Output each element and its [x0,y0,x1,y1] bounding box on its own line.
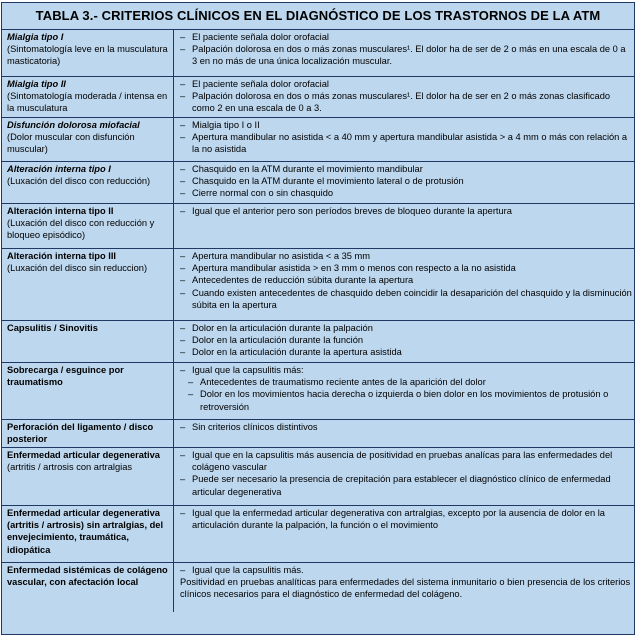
condition-cell [2,448,174,505]
condition-cell [2,563,174,612]
dash-bullet-icon: – [188,389,194,400]
criterion-item [180,250,632,262]
criterion-text: Igual que el anterior pero son períodos breves de bloqueo durante la apertura [192,206,512,216]
dash-bullet-icon: – [180,450,186,460]
criteria-cell [174,77,634,117]
table-row [2,420,634,448]
criterion-item [180,507,632,531]
condition-description: (Sintomatología leve en la musculatura masticatoria) [7,44,168,67]
criterion-text: Sin criterios clínicos distintivos [192,422,318,432]
dash-bullet-icon: – [188,377,194,388]
criterion-item [180,175,632,187]
condition-name: Enfermedad articular degenerativa (artritis / artrosis) sin artralgias, del envejecimiento, traumática, idiopática [7,508,164,555]
criterion-item [180,78,632,90]
condition-cell [2,506,174,562]
criterion-text: Dolor en la articulación durante la palpación [192,323,373,333]
criterion-item [180,119,632,131]
criterion-text: Dolor en la articulación durante la función [192,335,364,346]
criterion-text: Puede ser necesario la presencia de crepitación para establecer el diagnóstico clínico de enfermedad articular degenerativa [192,474,611,497]
dash-bullet-icon: – [180,508,186,518]
dash-bullet-icon: – [180,206,186,216]
dash-bullet-icon: – [180,91,186,102]
condition-name: Alteración interna tipo II [7,206,114,216]
criterion-text: Igual que en la capsulitis más ausencia de positividad en pruebas analícas para las enfermedades del colágeno vascular [192,450,613,473]
criterion-item [180,287,632,311]
condition-cell [2,420,174,447]
condition-name: Alteración interna tipo III [7,251,116,261]
dash-bullet-icon: – [180,32,186,42]
dash-bullet-icon: – [180,565,186,575]
criterion-item [180,31,632,43]
condition-description: (artritis / artrosis con artralgias [7,462,133,473]
dash-bullet-icon: – [180,164,186,174]
condition-cell [2,30,174,76]
criteria-cell [174,118,634,161]
dash-bullet-icon: – [180,251,186,261]
condition-description: (Luxación del disco con reducción y bloqueo episódico) [7,218,155,241]
condition-name: Disfunción dolorosa miofacial [7,120,140,130]
criterion-text: Chasquido en la ATM durante el movimiento lateral o de protusión [192,176,464,187]
criterion-item [180,163,632,175]
criteria-cell [174,420,634,447]
criterion-item [180,388,632,412]
dash-bullet-icon: – [180,188,186,199]
criterion-text: Igual que la enfermedad articular degenerativa con artralgias, excepto por la ausencia de dolor en la articulación durante la palpación, la función o el movimiento [192,508,605,531]
dash-bullet-icon: – [180,120,186,130]
criterion-item [180,449,632,473]
table-row [2,162,634,204]
table-row [2,249,634,321]
criterion-text: El paciente señala dolor orofacial [192,79,329,89]
dash-bullet-icon: – [180,347,186,358]
criterion-text: Antecedentes de traumatismo reciente antes de la aparición del dolor [200,377,486,388]
criterion-text: Cierre normal con o sin chasquido [192,188,334,199]
criteria-cell [174,30,634,76]
criterion-text: Chasquido en la ATM durante el movimiento mandibular [192,164,423,174]
condition-cell [2,162,174,203]
criterion-item [180,421,632,433]
condition-name: Enfermedad articular degenerativa [7,450,160,460]
condition-description: (Luxación del disco con reducción) [7,176,151,187]
dash-bullet-icon: – [180,176,186,187]
criteria-cell [174,162,634,203]
dash-bullet-icon: – [180,323,186,333]
criteria-cell [174,448,634,505]
table-row [2,563,634,612]
criteria-table [1,2,635,635]
table-row [2,118,634,162]
criterion-item [180,205,632,217]
criterion-item [180,564,632,576]
criterion-text: El paciente señala dolor orofacial [192,32,329,42]
table-row [2,506,634,563]
criteria-cell [174,363,634,419]
table-row [2,204,634,249]
dash-bullet-icon: – [180,474,186,485]
table-row [2,363,634,420]
criterion-text: Antecedentes de reducción súbita durante la apertura [192,275,414,286]
criterion-text: Apertura mandibular no asistida < a 40 mm y apertura mandibular asistida > a 4 mm o más con relación a la no asistida [192,132,628,155]
criterion-text: Igual que la capsulitis más: [192,365,304,375]
criterion-item [180,346,632,358]
criterion-item [180,334,632,346]
condition-name: Mialgia tipo I [7,32,64,42]
table-title: TABLA 3.- CRITERIOS CLÍNICOS EN EL DIAGNÓSTICO DE LOS TRASTORNOS DE LA ATM [2,3,634,30]
criterion-item [180,274,632,286]
table-row [2,321,634,363]
dash-bullet-icon: – [180,422,186,432]
table-row [2,448,634,506]
dash-bullet-icon: – [180,44,186,55]
condition-name: Enfermedad sistémicas de colágeno vascular, con afectación local [7,565,168,588]
condition-description: (Dolor muscular con disfunción muscular) [7,132,135,155]
criterion-item [180,322,632,334]
criterion-item [180,43,632,67]
criterion-text: Palpación dolorosa en dos o más zonas musculares¹. El dolor ha de ser en 2 o más zonas clasificado como 2 en una escala de 0 a 3. [192,91,611,114]
criteria-cell [174,249,634,320]
table-row [2,77,634,118]
dash-bullet-icon: – [180,132,186,143]
dash-bullet-icon: – [180,335,186,346]
criterion-item [180,364,632,376]
condition-cell [2,77,174,117]
criteria-cell [174,563,634,612]
criterion-text: Apertura mandibular asistida > en 3 mm o menos con respecto a la no asistida [192,263,516,274]
table-row [2,30,634,77]
dash-bullet-icon: – [180,365,186,375]
condition-name: Capsulitis / Sinovitis [7,323,98,333]
dash-bullet-icon: – [180,275,186,286]
criterion-text: Mialgia tipo I o II [192,120,260,130]
criterion-text: Positividad en pruebas analíticas para enfermedades del sistema inmunitario o bien presencia de los criterios clínicos necesarios para el diagnóstico de enfermedad del colágeno. [180,577,631,600]
criterion-item [180,376,632,388]
dash-bullet-icon: – [180,287,186,298]
criterion-item [180,187,632,199]
criterion-text: Dolor en los movimientos hacia derecha o izquierda o bien dolor en los movimientos de protusión o retroversión [200,389,609,412]
condition-description: (Sintomatología moderada / intensa en la musculatura [7,91,168,114]
criterion-item [180,473,632,497]
criterion-item [180,90,632,114]
criterion-text: Igual que la capsulitis más. [192,565,304,575]
condition-cell [2,321,174,362]
condition-description: (Luxación del disco sin reduccion) [7,263,148,274]
criteria-cell [174,204,634,248]
table-body [2,30,634,612]
dash-bullet-icon: – [180,263,186,274]
criteria-cell [174,506,634,562]
criterion-text: Cuando existen antecedentes de chasquido deben coincidir la desaparición del chasquido y la disminución súbita en la apertura [192,287,632,310]
criteria-cell [174,321,634,362]
criterion-text: Dolor en la articulación durante la apertura asistida [192,347,402,358]
dash-bullet-icon: – [180,79,186,89]
criterion-item [180,131,632,155]
criterion-text: Apertura mandibular no asistida < a 35 mm [192,251,371,261]
condition-name: Sobrecarga / esguince por traumatismo [7,365,124,388]
condition-name: Perforación del ligamento / disco posterior [7,422,154,445]
condition-cell [2,363,174,419]
condition-cell [2,204,174,248]
criterion-item [180,262,632,274]
condition-cell [2,249,174,320]
criterion-text: Palpación dolorosa en dos o más zonas musculares¹. El dolor ha de ser de 2 o más en una escala de 0 a 3 en no más de una única localización muscular. [192,44,626,67]
condition-cell [2,118,174,161]
condition-name: Mialgia tipo II [7,79,66,89]
condition-name: Alteración interna tipo I [7,164,111,174]
